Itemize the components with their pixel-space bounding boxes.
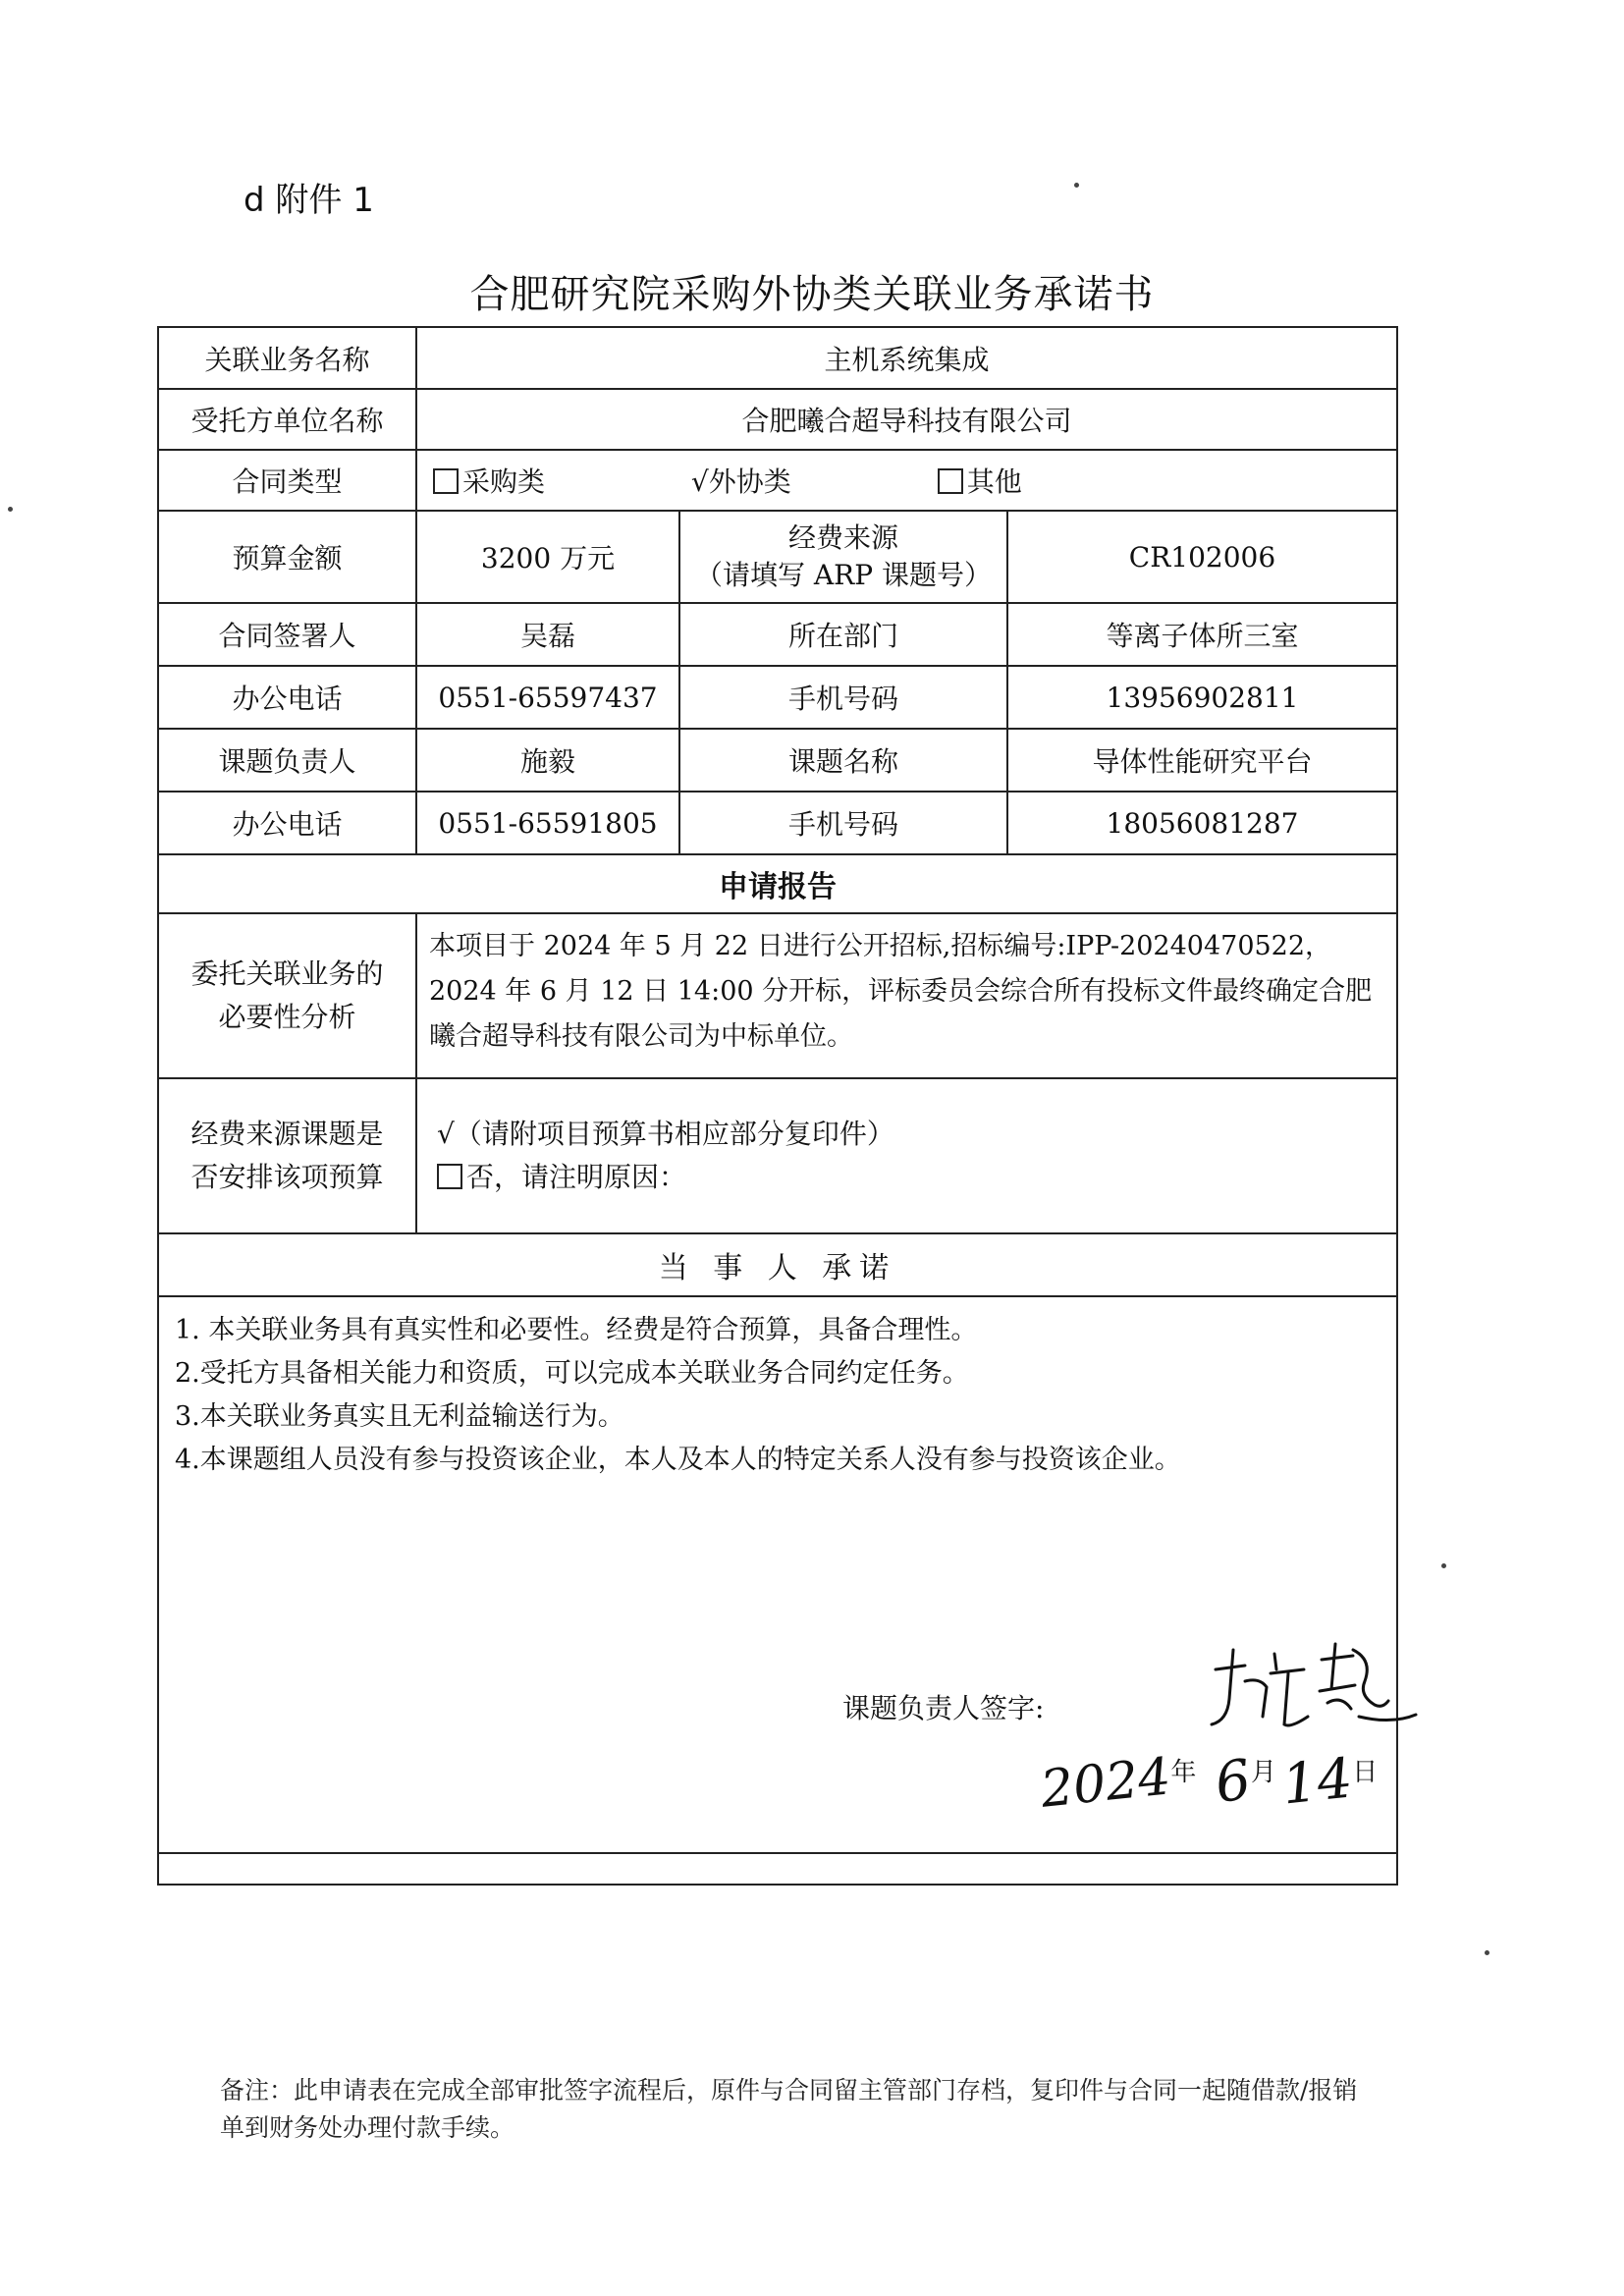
leader-label: 课题负责人: [159, 729, 416, 792]
signer-value: 吴磊: [416, 603, 679, 666]
date-day: 14: [1278, 1746, 1356, 1818]
attachment-label: d 附件 1: [244, 181, 374, 220]
row-leader: [159, 729, 1396, 792]
scan-speck: [8, 507, 13, 512]
budget-value: 3200 万元: [416, 511, 679, 603]
contract-type-options: [416, 450, 1396, 511]
fund-no-option[interactable]: [437, 1156, 1377, 1199]
office-phone-value-2: 0551-65591805: [416, 792, 679, 854]
scan-speck: [1074, 183, 1079, 188]
fund-check-label: 经费来源课题是否安排该项预算: [159, 1078, 416, 1233]
row-fund-check: [159, 1078, 1396, 1233]
necessity-label: 委托关联业务的必要性分析: [159, 913, 416, 1078]
option-purchase-label: 采购类: [462, 465, 546, 498]
row-client: [159, 389, 1396, 450]
budget-label: 预算金额: [159, 511, 416, 603]
row-business-name: [159, 328, 1396, 389]
unchecked-box-icon: [437, 1164, 462, 1189]
client-label: 受托方单位名称: [159, 389, 416, 450]
fund-yes-option[interactable]: √（请附项目预算书相应部分复印件）: [437, 1118, 894, 1150]
date-month-unit: 月: [1251, 1758, 1277, 1787]
business-name-label: 关联业务名称: [159, 328, 416, 389]
fund-source-hint: （请填写 ARP 课题号）: [695, 559, 992, 591]
office-phone-value: 0551-65597437: [416, 666, 679, 729]
mobile-label: 手机号码: [679, 666, 1007, 729]
date-day-unit: 日: [1352, 1758, 1379, 1787]
business-name-value: 主机系统集成: [416, 328, 1396, 389]
document-title: 合肥研究院采购外协类关联业务承诺书: [469, 272, 1155, 317]
option-purchase[interactable]: [433, 461, 545, 500]
fund-source-value: CR102006: [1007, 511, 1396, 603]
row-phone-1: [159, 666, 1396, 729]
unchecked-box-icon: [938, 468, 963, 494]
row-necessity: [159, 913, 1396, 1078]
info-table: [159, 328, 1396, 1854]
checkmark-icon: √: [690, 465, 709, 498]
dept-value: 等离子体所三室: [1007, 603, 1396, 666]
row-budget: [159, 511, 1396, 603]
leader-value: 施毅: [416, 729, 679, 792]
promise-heading: 当 事 人 承诺: [159, 1233, 1396, 1296]
row-phone-2: [159, 792, 1396, 854]
fund-source-label-cell: [679, 511, 1007, 603]
mobile-label-2: 手机号码: [679, 792, 1007, 854]
date-year-unit: 年: [1170, 1758, 1197, 1787]
mobile-value-2: 18056081287: [1007, 792, 1396, 854]
handwritten-signature: [1206, 1630, 1422, 1738]
client-value: 合肥曦合超导科技有限公司: [416, 389, 1396, 450]
project-name-value: 导体性能研究平台: [1007, 729, 1396, 792]
necessity-text: 本项目于 2024 年 5 月 22 日进行公开招标,招标编号:IPP-20240470522，2024 年 6 月 12 日 14:00 分开标，评标委员会综合所有投标文件最终确定合肥曦合超导科技有限公司为中标单位。: [416, 913, 1396, 1078]
option-outsource[interactable]: [691, 461, 791, 500]
unchecked-box-icon: [433, 468, 459, 494]
mobile-value: 13956902811: [1007, 666, 1396, 729]
fund-source-label: 经费来源: [787, 521, 898, 554]
row-contract-type: [159, 450, 1396, 511]
row-promise-heading: [159, 1233, 1396, 1296]
project-name-label: 课题名称: [679, 729, 1007, 792]
scan-speck: [1441, 1563, 1446, 1568]
signature-label: 课题负责人签字:: [842, 1692, 1045, 1724]
row-report-heading: [159, 854, 1396, 913]
fund-check-options: [416, 1078, 1396, 1233]
option-other-label: 其他: [966, 465, 1022, 498]
row-signer: [159, 603, 1396, 666]
footer-remark: 备注：此申请表在完成全部审批签字流程后，原件与合同留主管部门存档，复印件与合同一起随借款/报销单到财务处办理付款手续。: [220, 2076, 1358, 2142]
promise-item-3: 3.本关联业务真实且无利益输送行为。: [175, 1401, 624, 1432]
handwritten-date: [1038, 1746, 1379, 1820]
fund-no-label: 否，请注明原因：: [466, 1161, 687, 1193]
scan-speck: [1485, 1950, 1489, 1955]
date-year: 2024: [1038, 1747, 1174, 1820]
office-phone-label: 办公电话: [159, 666, 416, 729]
dept-label: 所在部门: [679, 603, 1007, 666]
office-phone-label-2: 办公电话: [159, 792, 416, 854]
option-outsource-label: 外协类: [708, 465, 791, 498]
option-other[interactable]: [938, 461, 1022, 500]
date-month: 6: [1212, 1747, 1256, 1817]
promise-item-4: 4.本课题组人员没有参与投资该企业，本人及本人的特定关系人没有参与投资该企业。: [175, 1445, 1181, 1475]
promise-item-2: 2.受托方具备相关能力和资质，可以完成本关联业务合同约定任务。: [175, 1358, 969, 1389]
report-heading: 申请报告: [159, 854, 1396, 913]
signer-label: 合同签署人: [159, 603, 416, 666]
promise-item-1: 1. 本关联业务具有真实性和必要性。经费是符合预算，具备合理性。: [175, 1315, 978, 1345]
contract-type-label: 合同类型: [159, 450, 416, 511]
